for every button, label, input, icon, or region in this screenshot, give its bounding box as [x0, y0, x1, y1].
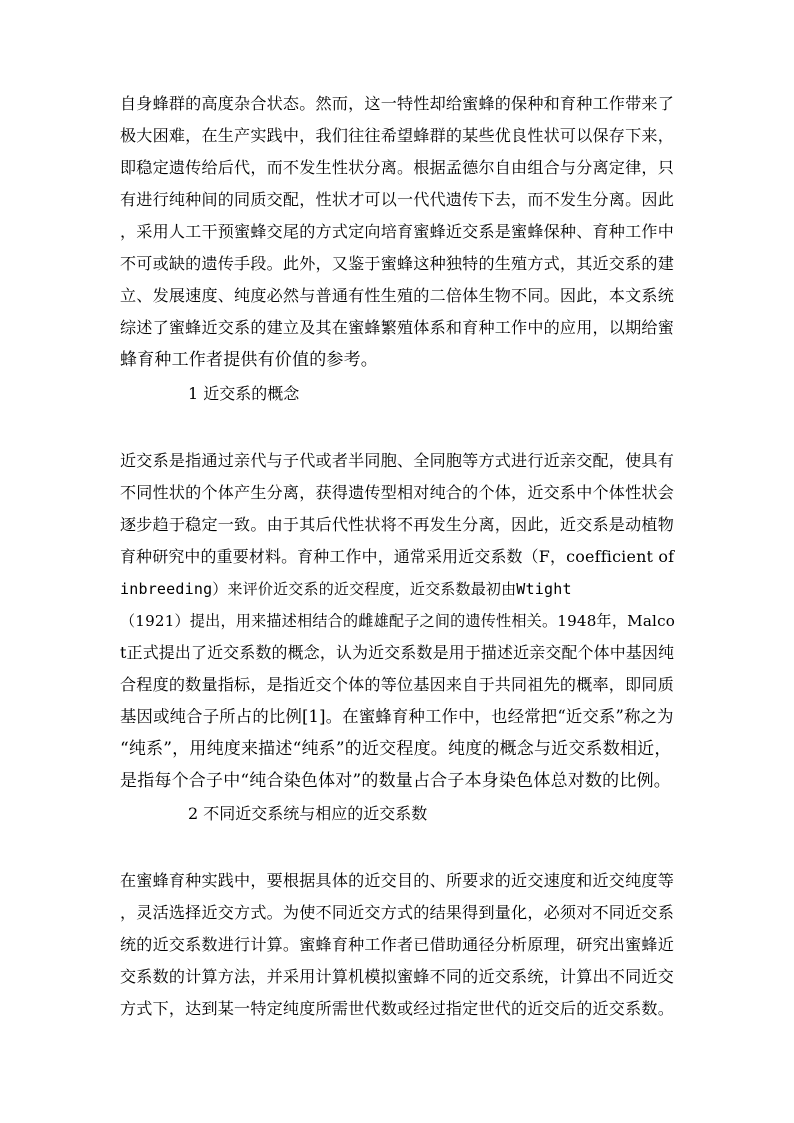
- paragraph-1-line-2: 极大困难，在生产实践中，我们往往希望蜂群的某些优良性状可以保存下来，: [120, 126, 674, 145]
- paragraph-1-line-6: 不可或缺的遗传手段。此外，又鉴于蜜蜂这种独特的生殖方式，其近交系的建: [120, 254, 674, 273]
- paragraph-2-line-7: t正式提出了近交系数的概念，认为近交系数是用于描述近亲交配个体中基因纯: [120, 643, 675, 662]
- paragraph-3-line-3: 统的近交系数进行计算。蜜蜂育种工作者已借助通径分析原理，研究出蜜蜂近: [120, 935, 674, 954]
- paragraph-3-line-2: ，灵活选择近交方式。为使不同近交方式的结果得到量化，必须对不同近交系: [120, 903, 674, 922]
- paragraph-2-line-9: 基因或纯合子所占的比例[1]。在蜜蜂育种工作中，也经常把“近交系”称之为: [120, 707, 674, 726]
- paragraph-1-line-4: 有进行纯种间的同质交配，性状才可以一代代遗传下去，而不发生分离。因此: [120, 190, 674, 209]
- paragraph-2-line-4: 育种研究中的重要材料。育种工作中，通常采用近交系数（F，coefficient of: [120, 547, 675, 566]
- paragraph-3-line-1: 在蜜蜂育种实践中，要根据具体的近交目的、所要求的近交速度和近交纯度等: [120, 871, 674, 890]
- paragraph-2-line-5: inbreeding）来评价近交系的近交程度，近交系数最初由Wtight: [120, 580, 572, 598]
- paragraph-2-line-11: 是指每个合子中“纯合染色体对”的数量占合子本身染色体总对数的比例。: [120, 771, 671, 791]
- paragraph-1-line-9: 蜂育种工作者提供有价值的参考。: [120, 350, 378, 370]
- paragraph-1-line-8: 综述了蜜蜂近交系的建立及其在蜜蜂繁殖体系和育种工作中的应用，以期给蜜: [120, 318, 674, 337]
- paragraph-2-line-3: 逐步趋于稳定一致。由于其后代性状将不再发生分离，因此，近交系是动植物: [120, 515, 674, 534]
- paragraph-1-line-7: 立、发展速度、纯度必然与普通有性生殖的二倍体生物不同。因此，本文系统: [120, 286, 674, 305]
- paragraph-2-line-2: 不同性状的个体产生分离，获得遗传型相对纯合的个体，近交系中个体性状会: [120, 483, 674, 502]
- paragraph-3-line-5: 方式下，达到某一特定纯度所需世代数或经过指定世代的近交后的近交系数。: [120, 999, 674, 1018]
- paragraph-1-line-5: ，采用人工干预蜜蜂交尾的方式定向培育蜜蜂近交系是蜜蜂保种、育种工作中: [120, 222, 674, 241]
- section-heading-1: 1 近交系的概念: [188, 384, 300, 403]
- paragraph-2-line-6: （1921）提出，用来描述相结合的雌雄配子之间的遗传性相关。1948年，Malco: [120, 612, 676, 630]
- paragraph-2-line-1: 近交系是指通过亲代与子代或者半同胞、全同胞等方式进行近亲交配，使具有: [120, 451, 674, 470]
- paragraph-2-line-10: “纯系”，用纯度来描述“纯系”的近交程度。纯度的概念与近交系数相近，: [120, 739, 672, 759]
- paragraph-2-line-8: 合程度的数量指标，是指近交个体的等位基因来自于共同祖先的概率，即同质: [120, 675, 674, 694]
- section-heading-2: 2 不同近交系统与相应的近交系数: [188, 804, 428, 823]
- paragraph-1-line-1: 自身蜂群的高度杂合状态。然而，这一特性却给蜜蜂的保种和育种工作带来了: [120, 94, 674, 113]
- paragraph-3-line-4: 交系数的计算方法，并采用计算机模拟蜜蜂不同的近交系统，计算出不同近交: [120, 967, 674, 986]
- paragraph-1-line-3: 即稳定遗传给后代，而不发生性状分离。根据孟德尔自由组合与分离定律，只: [120, 158, 674, 177]
